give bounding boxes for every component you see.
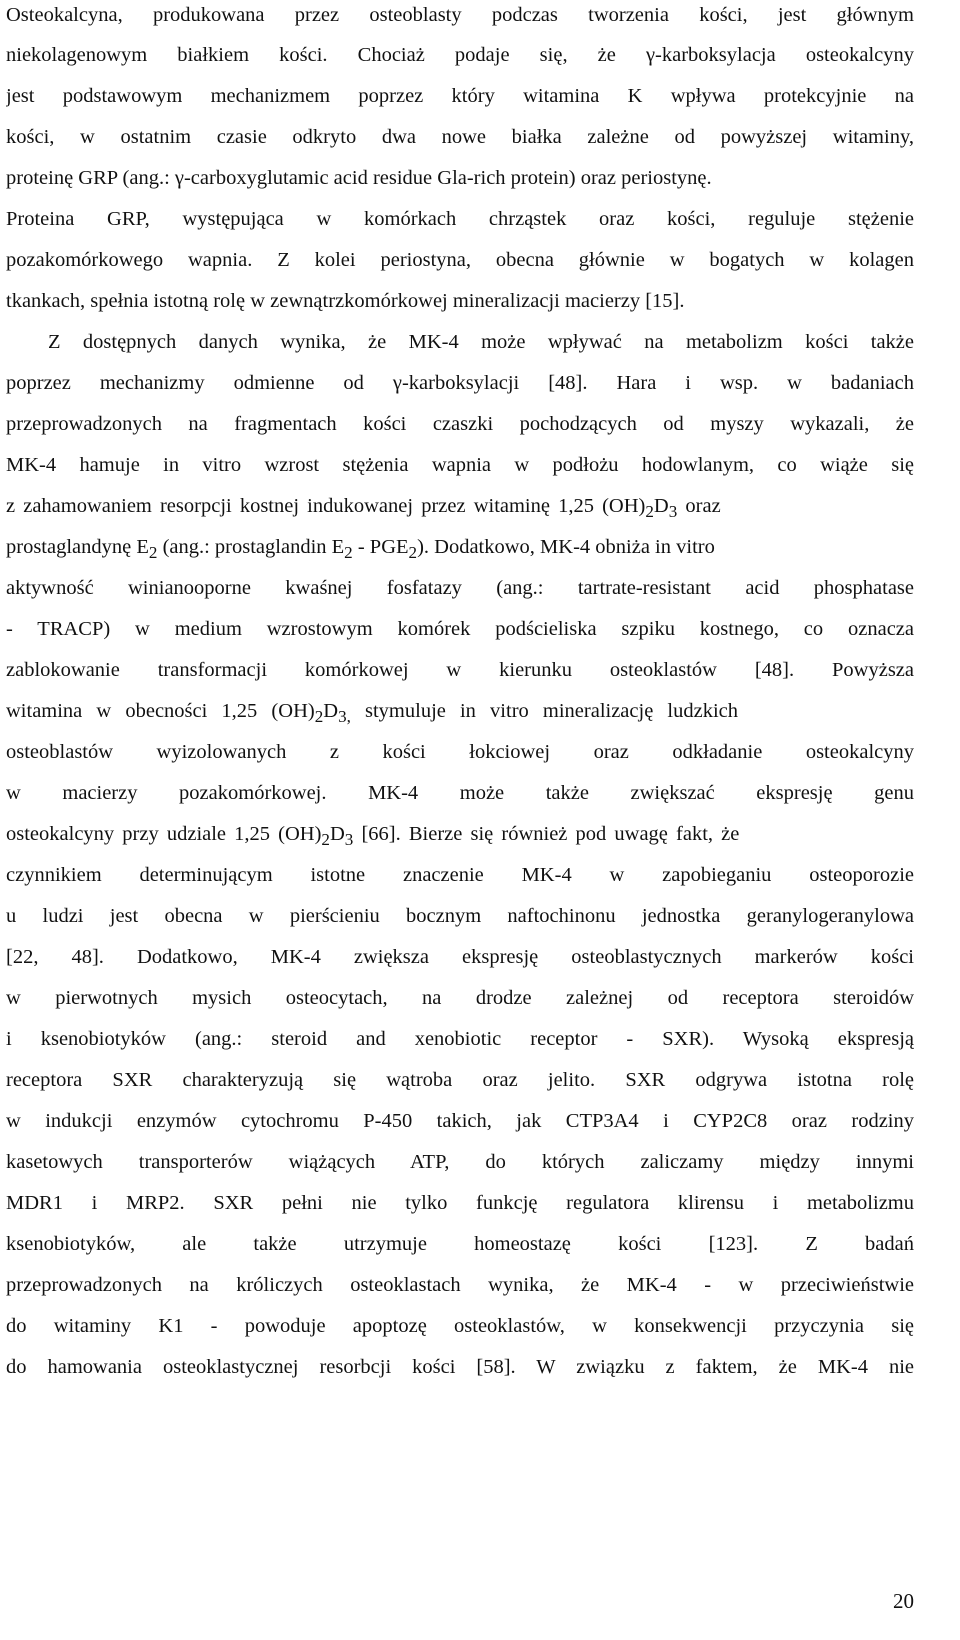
text-line: do hamowania osteoklastycznej resorbcji kości [58]. W związku z faktem, że MK-4 nie bbox=[6, 1356, 914, 1378]
text-segment: - PGE bbox=[352, 536, 409, 558]
text-line: MK-4 hamuje in vitro wzrost stężenia wapnia w podłożu hodowlanym, co wiąże się bbox=[6, 454, 914, 476]
text-line: Z dostępnych danych wynika, że MK-4 może wpływać na metabolizm kości także bbox=[48, 331, 914, 353]
text-line: receptora SXR charakteryzują się wątroba oraz jelito. SXR odgrywa istotna rolę bbox=[6, 1069, 914, 1091]
text-segment: osteokalcyny przy udziale 1,25 (OH) bbox=[6, 823, 322, 845]
text-line: niekolagenowym białkiem kości. Chociaż podaje się, że γ-karboksylacja osteokalcyny bbox=[6, 44, 914, 66]
text-line: tkankach, spełnia istotną rolę w zewnątrzkomórkowej mineralizacji macierzy [15]. bbox=[6, 290, 685, 312]
text-line: przeprowadzonych na fragmentach kości czaszki pochodzących od myszy wykazali, że bbox=[6, 413, 914, 435]
subscript: 3 bbox=[344, 830, 354, 849]
text-line: przeprowadzonych na króliczych osteoklastach wynika, że MK-4 - w przeciwieństwie bbox=[6, 1274, 914, 1296]
text-line: w macierzy pozakomórkowej. MK-4 może także zwiększać ekspresję genu bbox=[6, 782, 914, 804]
subscript: 2 bbox=[321, 830, 330, 849]
subscript: 2 bbox=[314, 707, 324, 726]
text-segment: stymuluje in vitro mineralizację ludzkich bbox=[350, 700, 739, 722]
subscript: 3, bbox=[338, 707, 351, 726]
text-line: i ksenobiotyków (ang.: steroid and xenobiotic receptor - SXR). Wysoką ekspresją bbox=[6, 1028, 914, 1050]
text-line: aktywność winianooporne kwaśnej fosfatazy (ang.: tartrate-resistant acid phosphatase bbox=[6, 577, 914, 599]
text-line: w pierwotnych mysich osteocytach, na drodze zależnej od receptora steroidów bbox=[6, 987, 914, 1009]
text-line: pozakomórkowego wapnia. Z kolei periostyna, obecna głównie w bogatych w kolagen bbox=[6, 249, 914, 271]
text-line bbox=[6, 696, 914, 726]
text-line bbox=[6, 532, 914, 562]
text-line: Proteina GRP, występująca w komórkach chrząstek oraz kości, reguluje stężenie bbox=[6, 208, 914, 230]
text-segment: [66]. Bierze się również pod uwagę fakt, że bbox=[353, 823, 740, 845]
text-segment: D bbox=[329, 823, 345, 845]
subscript: 2 bbox=[645, 502, 654, 521]
text-line: u ludzi jest obecna w pierścieniu bocznym naftochinonu jednostka geranylogeranylowa bbox=[6, 905, 914, 927]
subscript: 2 bbox=[408, 543, 418, 562]
subscript: 2 bbox=[344, 543, 353, 562]
text-line: kasetowych transporterów wiążących ATP, do których zaliczamy między innymi bbox=[6, 1151, 914, 1173]
text-line bbox=[6, 819, 914, 849]
page-number: 20 bbox=[893, 1589, 914, 1613]
text-line: zablokowanie transformacji komórkowej w kierunku osteoklastów [48]. Powyższa bbox=[6, 659, 914, 681]
text-segment: oraz bbox=[677, 495, 721, 517]
text-segment: prostaglandynę E bbox=[6, 536, 149, 558]
text-line: - TRACP) w medium wzrostowym komórek podścieliska szpiku kostnego, co oznacza bbox=[6, 618, 914, 640]
text-line: osteoblastów wyizolowanych z kości łokciowej oraz odkładanie osteokalcyny bbox=[6, 741, 914, 763]
text-line: jest podstawowym mechanizmem poprzez który witamina K wpływa protekcyjnie na bbox=[6, 85, 914, 107]
text-line bbox=[6, 491, 914, 521]
text-line: [22, 48]. Dodatkowo, MK-4 zwiększa ekspresję osteoblastycznych markerów kości bbox=[6, 946, 914, 968]
text-line: do witaminy K1 - powoduje apoptozę osteoklastów, w konsekwencji przyczynia się bbox=[6, 1315, 914, 1337]
text-line: Osteokalcyna, produkowana przez osteoblasty podczas tworzenia kości, jest głównym bbox=[6, 4, 914, 26]
text-line: w indukcji enzymów cytochromu P-450 takich, jak CTP3A4 i CYP2C8 oraz rodziny bbox=[6, 1110, 914, 1132]
text-segment: D bbox=[323, 700, 339, 722]
text-segment: (ang.: prostaglandin E bbox=[157, 536, 345, 558]
text-line: kości, w ostatnim czasie odkryto dwa nowe białka zależne od powyższej witaminy, bbox=[6, 126, 914, 148]
subscript: 3 bbox=[668, 502, 678, 521]
subscript: 2 bbox=[148, 543, 158, 562]
text-segment: z zahamowaniem resorpcji kostnej indukowanej przez witaminę 1,25 (OH) bbox=[6, 495, 646, 517]
text-line: MDR1 i MRP2. SXR pełni nie tylko funkcję regulatora klirensu i metabolizmu bbox=[6, 1192, 914, 1214]
text-line: poprzez mechanizmy odmienne od γ-karboksylacji [48]. Hara i wsp. w badaniach bbox=[6, 372, 914, 394]
text-segment: ). Dodatkowo, MK-4 obniża in vitro bbox=[417, 536, 715, 558]
text-segment: D bbox=[653, 495, 669, 517]
text-line: proteinę GRP (ang.: γ-carboxyglutamic acid residue Gla-rich protein) oraz periostynę. bbox=[6, 167, 712, 189]
text-segment: witamina w obecności 1,25 (OH) bbox=[6, 700, 315, 722]
text-line: czynnikiem determinującym istotne znaczenie MK-4 w zapobieganiu osteoporozie bbox=[6, 864, 914, 886]
text-line: ksenobiotyków, ale także utrzymuje homeostazę kości [123]. Z badań bbox=[6, 1233, 914, 1255]
